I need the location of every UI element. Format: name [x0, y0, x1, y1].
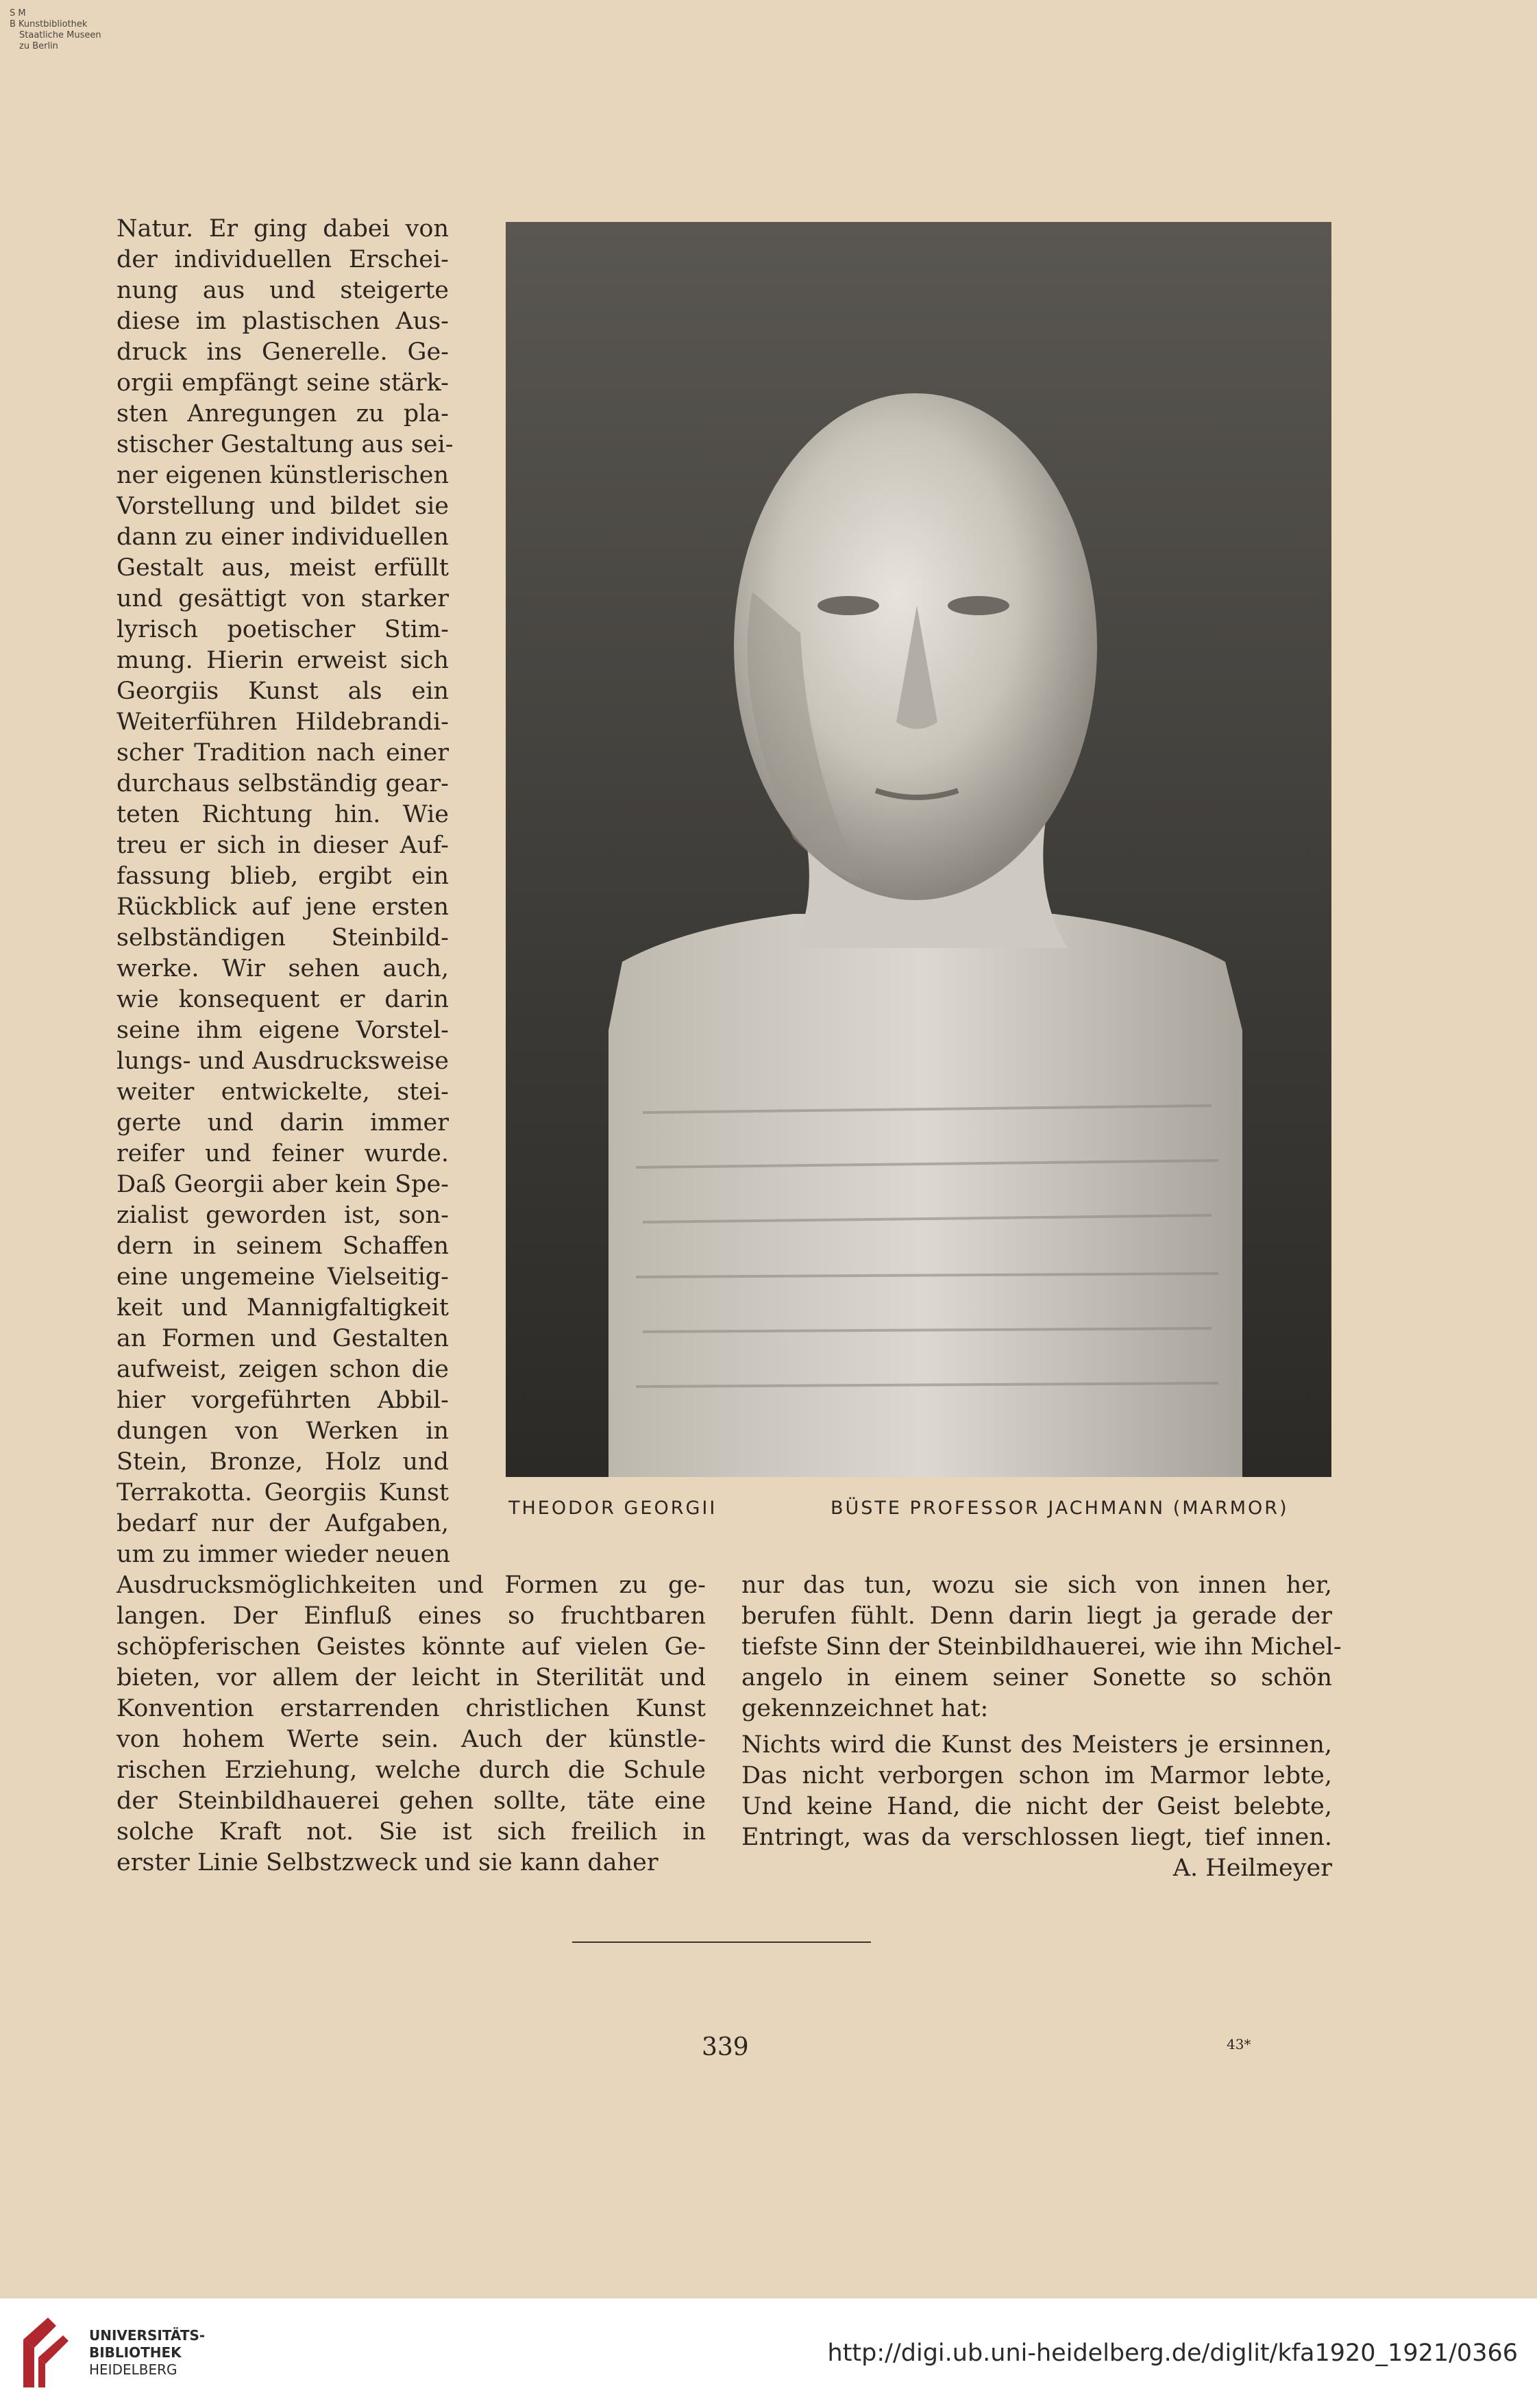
text-line: dann zu einer individuellen — [116, 523, 449, 551]
library-name-line: UNIVERSITÄTS- — [89, 2327, 206, 2344]
caption-title: BÜSTE PROFESSOR JACHMANN (MARMOR) — [831, 1498, 1289, 1519]
text-line: teten Richtung hin. Wie — [116, 801, 449, 828]
text-line: druck ins Generelle. Ge- — [116, 338, 449, 366]
text-line: an Formen und Gestalten — [116, 1325, 449, 1352]
text-line: um zu immer wieder neuen — [116, 1541, 450, 1568]
text-line: dungen von Werken in — [116, 1417, 449, 1445]
text-line: hier vorgeführten Abbil- — [116, 1387, 449, 1414]
text-line: Stein, Bronze, Holz und — [116, 1448, 449, 1476]
stamp-line: S M — [10, 8, 26, 18]
text-line: bieten, vor allem der leicht in Sterilität und — [116, 1664, 706, 1691]
text-line: reifer und feiner wurde. — [116, 1140, 449, 1167]
text-line: Terrakotta. Georgiis Kunst — [116, 1479, 449, 1506]
text-line: der Steinbildhauerei gehen sollte, täte eine — [116, 1787, 706, 1815]
bust-photograph — [506, 222, 1331, 1477]
end-rule — [572, 1941, 871, 1943]
stamp-line: Staatliche Museen — [19, 30, 101, 40]
permalink-url[interactable]: http://digi.ub.uni-heidelberg.de/diglit/kfa1920_1921/0366 — [827, 2339, 1518, 2367]
text-line: Ausdrucksmöglichkeiten und Formen zu ge- — [116, 1572, 706, 1599]
text-line: zialist geworden ist, son- — [116, 1202, 449, 1229]
text-line: werke. Wir sehen auch, — [116, 955, 449, 982]
library-name — [89, 2327, 205, 2379]
library-stamp — [10, 8, 101, 52]
text-line: treu er sich in dieser Auf- — [116, 832, 449, 859]
university-library-logo-icon — [18, 2312, 73, 2393]
article-author: A. Heilmeyer — [1172, 1854, 1332, 1882]
viewer-footer — [0, 2298, 1537, 2408]
text-line: Weiterführen Hildebrandi- — [116, 708, 449, 736]
signature-mark: 43* — [1227, 2036, 1251, 2052]
text-line: Das nicht verborgen schon im Marmor lebte, — [741, 1762, 1332, 1789]
text-line: stischer Gestaltung aus sei- — [116, 431, 454, 458]
text-line: selbständigen Steinbild- — [116, 924, 449, 952]
text-line: Entringt, was da verschlossen liegt, tief innen. — [741, 1824, 1332, 1851]
stamp-line: zu Berlin — [19, 41, 58, 51]
text-line: von hohem Werte sein. Auch der künstle- — [116, 1726, 706, 1753]
text-line: durchaus selbständig gear- — [116, 770, 449, 797]
text-line: Gestalt aus, meist erfüllt — [116, 554, 449, 582]
text-line: gekennzeichnet hat: — [741, 1695, 989, 1722]
library-name-line: BIBLIOTHEK — [89, 2344, 182, 2361]
text-column-narrow — [116, 214, 454, 1570]
text-line: keit und Mannigfaltigkeit — [116, 1294, 449, 1321]
page-number: 339 — [702, 2033, 749, 2061]
text-line: Daß Georgii aber kein Spe- — [116, 1171, 449, 1198]
sonnet-quote — [741, 1730, 1332, 1853]
text-line: rischen Erziehung, welche durch die Schule — [116, 1757, 706, 1784]
bust-image — [506, 222, 1331, 1477]
text-line: erster Linie Selbstzweck und sie kann daher — [116, 1849, 659, 1876]
stamp-line: B Kunstbibliothek — [10, 19, 88, 29]
text-line: scher Tradition nach einer — [116, 739, 449, 767]
text-line: mung. Hierin erweist sich — [116, 647, 449, 674]
text-line: orgii empfängt seine stärk- — [116, 369, 449, 397]
text-line: angelo in einem seiner Sonette so schön — [741, 1664, 1332, 1691]
text-line: Natur. Er ging dabei von — [116, 215, 449, 243]
text-line: lungs- und Ausdrucksweise — [116, 1047, 449, 1075]
text-line: weiter entwickelte, stei- — [116, 1078, 449, 1106]
text-line: Rückblick auf jene ersten — [116, 893, 449, 921]
library-name-line: HEIDELBERG — [89, 2361, 177, 2378]
text-line: eine ungemeine Vielseitig- — [116, 1263, 449, 1291]
text-line: ner eigenen künstlerischen — [116, 462, 449, 489]
text-line: gerte und darin immer — [116, 1109, 449, 1137]
text-line: nur das tun, wozu sie sich von innen her, — [741, 1572, 1332, 1599]
text-line: tiefste Sinn der Steinbildhauerei, wie ihn Michel- — [741, 1633, 1342, 1661]
text-line: der individuellen Erschei- — [116, 246, 449, 273]
text-line: Nichts wird die Kunst des Meisters je ersinnen, — [741, 1731, 1332, 1759]
text-line: nung aus und steigerte — [116, 277, 449, 304]
text-line: langen. Der Einfluß eines so fruchtbaren — [116, 1602, 706, 1630]
text-line: sten Anregungen zu pla- — [116, 400, 449, 427]
text-line: Vorstellung und bildet sie — [116, 493, 449, 520]
text-line: schöpferischen Geistes könnte auf vielen Ge- — [116, 1633, 706, 1661]
text-line: berufen fühlt. Denn darin liegt ja gerade der — [741, 1602, 1332, 1630]
text-line: Konvention erstarrenden christlichen Kunst — [116, 1695, 706, 1722]
text-line: fassung blieb, ergibt ein — [116, 862, 449, 890]
caption-artist: THEODOR GEORGII — [508, 1498, 717, 1519]
text-line: und gesättigt von starker — [116, 585, 449, 612]
text-line: aufweist, zeigen schon die — [116, 1356, 449, 1383]
text-line: diese im plastischen Aus- — [116, 308, 449, 335]
text-column-right — [741, 1570, 1342, 1884]
text-line: Georgiis Kunst als ein — [116, 678, 449, 705]
text-line: bedarf nur der Aufgaben, — [116, 1510, 449, 1537]
text-line: dern in seinem Schaffen — [116, 1232, 449, 1260]
text-line: lyrisch poetischer Stim- — [116, 616, 449, 643]
text-line: seine ihm eigene Vorstel- — [116, 1017, 449, 1044]
text-line: Und keine Hand, die nicht der Geist belebte, — [741, 1793, 1332, 1820]
text-column-left — [116, 1570, 706, 1878]
text-line: wie konsequent er darin — [116, 986, 449, 1013]
text-line: solche Kraft not. Sie ist sich freilich in — [116, 1818, 706, 1846]
